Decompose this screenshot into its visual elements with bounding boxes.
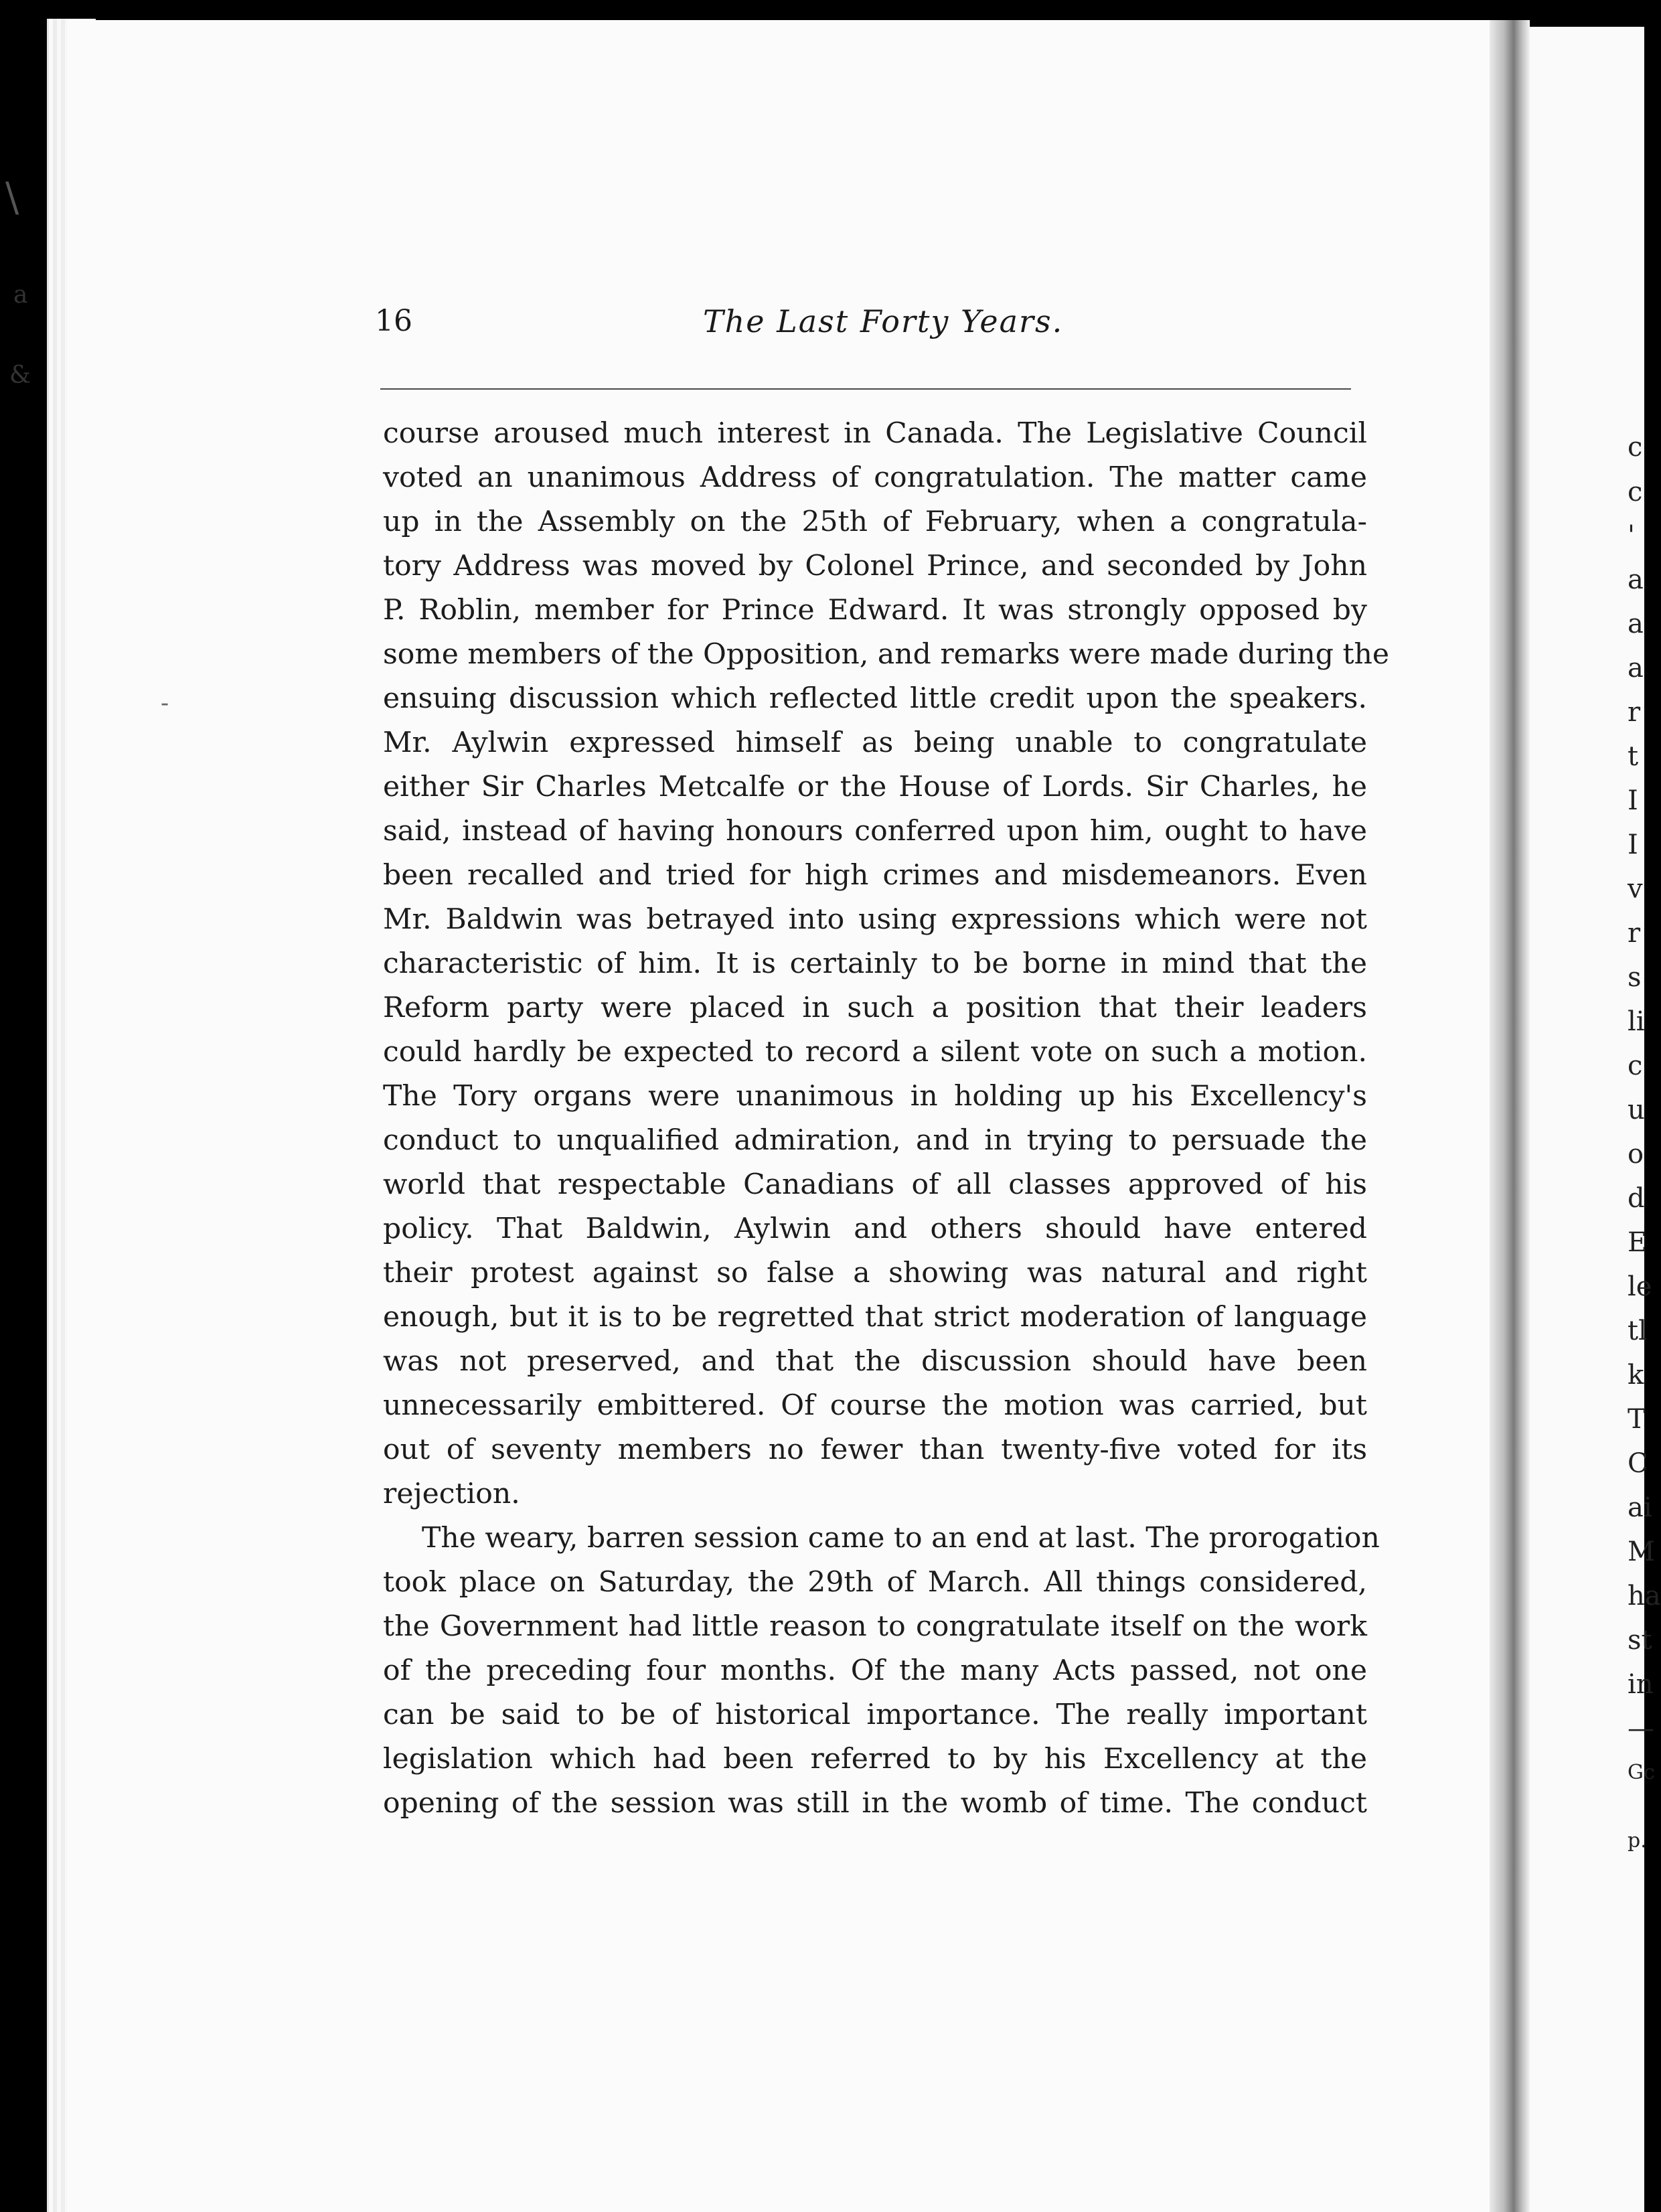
text-line: enough, but it is to be regretted that strict moderation of language	[383, 1301, 1367, 1334]
facing-page-fragment: ha	[1628, 1581, 1661, 1611]
text-line: some members of the Opposition, and remarks were made during the	[383, 638, 1390, 671]
text-line: took place on Saturday, the 29th of March. All things considered,	[383, 1566, 1367, 1599]
facing-page-fragment: —	[1628, 1713, 1654, 1744]
text-line: can be said to be of historical importance. The really important	[383, 1698, 1367, 1731]
facing-page-fragment: '	[1628, 520, 1635, 551]
facing-page-fragment: k	[1628, 1360, 1644, 1391]
facing-page-fragment: C	[1628, 1448, 1648, 1479]
text-line: rejection.	[383, 1478, 520, 1510]
facing-page-fragment: ai	[1628, 1492, 1652, 1523]
facing-page-edge	[1530, 27, 1661, 2212]
left-edge-fragment: &	[9, 362, 31, 389]
left-edge-fragment: -	[161, 690, 169, 717]
gutter-shadow	[1490, 20, 1530, 2212]
header-rule	[380, 388, 1351, 390]
body-text	[383, 412, 1390, 1826]
text-line: their protest against so false a showing was natural and right	[383, 1257, 1367, 1289]
text-line: The Tory organs were unanimous in holding up his Excellency's	[383, 1080, 1367, 1113]
facing-page-fragment: Gc	[1628, 1761, 1655, 1784]
text-line: characteristic of him. It is certainly to be borne in mind that the	[383, 947, 1367, 980]
text-line: Mr. Aylwin expressed himself as being unable to congratulate	[383, 726, 1367, 759]
text-line: either Sir Charles Metcalfe or the House of Lords. Sir Charles, he	[383, 771, 1367, 803]
text-line: up in the Assembly on the 25th of February, when a congratula-	[383, 505, 1367, 538]
facing-page-fragment: a	[1628, 564, 1644, 595]
text-line: been recalled and tried for high crimes and misdemeanors. Even	[383, 859, 1367, 892]
left-edge-fragment: \	[5, 174, 19, 221]
text-line: The weary, barren session came to an end at last. The prorogation	[422, 1522, 1380, 1555]
page-number: 16	[375, 304, 412, 338]
text-line: P. Roblin, member for Prince Edward. It was strongly opposed by	[383, 594, 1367, 627]
text-line: legislation which had been referred to by his Excellency at the	[383, 1743, 1367, 1775]
facing-page-fragment: t	[1628, 741, 1639, 772]
text-line: out of seventy members no fewer than twenty-five voted for its	[383, 1433, 1367, 1466]
text-line: said, instead of having honours conferred upon him, ought to have	[383, 815, 1367, 848]
facing-page-fragment: in	[1628, 1669, 1654, 1700]
facing-page-fragment: I	[1628, 785, 1638, 816]
running-title: The Last Forty Years.	[703, 303, 1064, 339]
facing-page-fragment: u	[1628, 1095, 1645, 1125]
facing-page-fragment: tl	[1628, 1316, 1647, 1346]
text-line: opening of the session was still in the womb of time. The conduct	[383, 1787, 1367, 1820]
text-line: could hardly be expected to record a silent vote on such a motion.	[383, 1036, 1367, 1069]
facing-page-fragment: M	[1628, 1536, 1655, 1567]
text-line: Reform party were placed in such a position that their leaders	[383, 992, 1367, 1024]
facing-page-fragment: a	[1628, 609, 1644, 639]
facing-page-fragment: p.	[1628, 1829, 1647, 1852]
facing-page-fragment: o	[1628, 1139, 1644, 1170]
text-line: conduct to unqualified admiration, and in trying to persuade the	[383, 1124, 1367, 1157]
text-line: voted an unanimous Address of congratulation. The matter came	[383, 461, 1367, 494]
text-line: policy. That Baldwin, Aylwin and others should have entered	[383, 1212, 1367, 1245]
facing-page-fragment: E	[1628, 1227, 1648, 1258]
facing-page-fragment: T	[1628, 1404, 1646, 1435]
facing-page-fragment: r	[1628, 918, 1641, 949]
text-line: course aroused much interest in Canada. The Legislative Council	[383, 417, 1367, 450]
facing-page-fragment: d	[1628, 1183, 1645, 1214]
running-head	[375, 298, 1366, 345]
facing-page-fragment: v	[1628, 874, 1643, 904]
facing-page-fragment: li	[1628, 1006, 1645, 1037]
facing-page-fragment: c	[1628, 432, 1643, 463]
facing-page-fragment: I	[1628, 830, 1638, 860]
text-line: Mr. Baldwin was betrayed into using expressions which were not	[383, 903, 1367, 936]
text-line: of the preceding four months. Of the many Acts passed, not one	[383, 1654, 1367, 1687]
facing-page-fragment: a	[1628, 653, 1644, 684]
left-edge-fragment: a	[13, 281, 28, 309]
text-line: world that respectable Canadians of all classes approved of his	[383, 1168, 1367, 1201]
text-line: the Government had little reason to congratulate itself on the work	[383, 1610, 1367, 1643]
facing-page-fragment: r	[1628, 697, 1641, 728]
text-line: ensuing discussion which reflected little credit upon the speakers.	[383, 682, 1367, 715]
text-line: tory Address was moved by Colonel Prince, and seconded by John	[383, 550, 1367, 582]
facing-page-fragment: s	[1628, 962, 1642, 993]
facing-page-fragment: c	[1628, 477, 1643, 507]
facing-page-fragment: c	[1628, 1050, 1643, 1081]
facing-page-fragment: st	[1628, 1625, 1652, 1656]
text-line: unnecessarily embittered. Of course the motion was carried, but	[383, 1389, 1367, 1422]
text-line: was not preserved, and that the discussion should have been	[383, 1345, 1367, 1378]
facing-page-fragment: le	[1628, 1271, 1652, 1302]
